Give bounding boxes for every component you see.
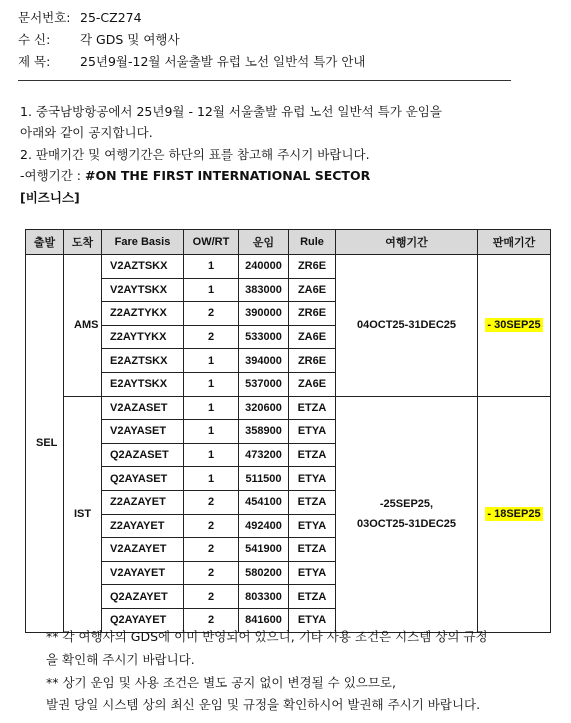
travel-period-cell [336,396,478,632]
rule-cell: ZR6E [289,302,336,326]
fare-cell: 580200 [239,561,289,585]
rule-cell: ETYA [289,467,336,491]
fare-basis-cell: Z2AYTYKX [102,325,184,349]
fare-basis-cell: V2AYASET [102,420,184,444]
fare-cell: 473200 [239,443,289,467]
fare-basis-cell: V2AZASET [102,396,184,420]
fare-cell: 541900 [239,538,289,562]
ow-rt-cell: 1 [184,255,239,279]
body-line-2: 아래와 같이 공지합니다. [20,125,153,140]
fare-basis-cell: V2AZAYET [102,538,184,562]
fare-cell: 803300 [239,585,289,609]
fare-basis-cell: E2AYTSKX [102,372,184,396]
fare-cell: 492400 [239,514,289,538]
col-header-fare-basis: Fare Basis [102,230,184,255]
travel-period-note: #ON THE FIRST INTERNATIONAL SECTOR [84,168,371,183]
fare-cell: 511500 [239,467,289,491]
travel-period-cell [336,255,478,397]
col-header-ow-rt: OW/RT [184,230,239,255]
ow-rt-cell: 2 [184,585,239,609]
rule-cell: ZA6E [289,278,336,302]
fare-basis-cell: V2AZTSKX [102,255,184,279]
ow-rt-cell: 2 [184,608,239,632]
ow-rt-cell: 1 [184,372,239,396]
ow-rt-cell: 1 [184,467,239,491]
footer-note-3: ** 상기 운임 및 사용 조건은 별도 공지 없이 변경될 수 있으므로, [46,675,396,690]
table-row [26,255,551,279]
rule-cell: ETZA [289,490,336,514]
fare-table [25,229,551,633]
rule-cell: ETZA [289,396,336,420]
table-row [26,396,551,420]
col-header-travel-period: 여행기간 [336,230,478,255]
rule-cell: ETYA [289,514,336,538]
footer-note-1: ** 각 여행사의 GDS에 이미 반영되어 있으니, 기타 사용 조건은 시스템 상의 규정 [46,629,488,644]
body-line-3: 2. 판매기간 및 여행기간은 하단의 표를 참고해 주시기 바랍니다. [20,147,370,162]
ow-rt-cell: 1 [184,443,239,467]
fare-cell: 358900 [239,420,289,444]
ow-rt-cell: 1 [184,349,239,373]
ow-rt-cell: 2 [184,325,239,349]
ow-rt-cell: 2 [184,490,239,514]
footer-note-4: 발권 당일 시스템 상의 최신 운임 및 규정을 확인하시어 발권해 주시기 바랍니다. [46,697,481,712]
fare-cell: 390000 [239,302,289,326]
fare-cell: 320600 [239,396,289,420]
doc-number-line [18,10,142,26]
footer-note-2: 을 확인해 주시기 바랍니다. [46,652,195,667]
body-line-1: 1. 중국남방항공에서 25년9월 - 12월 서울출발 유럽 노선 일반석 특가 운임을 [20,104,442,119]
rule-cell: ZR6E [289,255,336,279]
rule-cell: ZA6E [289,325,336,349]
destination-cell: IST [64,396,102,632]
recipient-label: 수 신: [18,32,51,47]
fare-cell: 533000 [239,325,289,349]
ow-rt-cell: 1 [184,278,239,302]
ow-rt-cell: 2 [184,538,239,562]
ow-rt-cell: 2 [184,514,239,538]
col-header-fare: 운임 [239,230,289,255]
col-header-rule: Rule [289,230,336,255]
ow-rt-cell: 1 [184,420,239,444]
ow-rt-cell: 2 [184,561,239,585]
rule-cell: ETZA [289,443,336,467]
ow-rt-cell: 2 [184,302,239,326]
fare-basis-cell: E2AZTSKX [102,349,184,373]
sales-period-highlight: - 18SEP25 [487,508,541,521]
fare-basis-cell: Q2AYASET [102,467,184,491]
subject-label: 제 목: [18,54,51,69]
fare-basis-cell: Z2AYAYET [102,514,184,538]
fare-cell: 394000 [239,349,289,373]
fare-cell: 454100 [239,490,289,514]
travel-period-prefix: -여행기간 : [20,168,85,183]
sales-period-cell [478,255,551,397]
subject: 25년9월-12월 서울출발 유럽 노선 일반석 특가 안내 [80,54,366,69]
fare-basis-cell: Z2AZAYET [102,490,184,514]
fare-basis-cell: V2AYAYET [102,561,184,585]
travel-period-text: -25SEP25, [379,498,434,511]
rule-cell: ETZA [289,585,336,609]
rule-cell: ETYA [289,608,336,632]
fare-cell: 383000 [239,278,289,302]
sales-period-highlight: - 30SEP25 [487,319,541,332]
destination-cell: AMS [64,255,102,397]
fare-cell: 841600 [239,608,289,632]
rule-cell: ZR6E [289,349,336,373]
ow-rt-cell: 1 [184,396,239,420]
recipient: 각 GDS 및 여행사 [80,32,180,47]
col-header-sales-period: 판매기간 [478,230,551,255]
travel-period-line [20,168,370,184]
rule-cell: ZA6E [289,372,336,396]
fare-basis-cell: V2AYTSKX [102,278,184,302]
subject-line [18,54,365,70]
fare-basis-cell: Q2AZASET [102,443,184,467]
rule-cell: ETZA [289,538,336,562]
fare-cell: 537000 [239,372,289,396]
col-header-destination: 도착 [64,230,102,255]
rule-cell: ETYA [289,420,336,444]
recipient-line [18,32,180,48]
doc-number-label: 문서번호: [18,10,71,25]
cabin-class-label: [비즈니스] [20,190,80,205]
travel-period-text: 03OCT25-31DEC25 [356,518,457,531]
fare-basis-cell: Q2AYAYET [102,608,184,632]
rule-cell: ETYA [289,561,336,585]
sales-period-cell [478,396,551,632]
travel-period-text: 04OCT25-31DEC25 [356,319,457,332]
origin-cell: SEL [26,255,64,633]
fare-cell: 240000 [239,255,289,279]
fare-basis-cell: Z2AZTYKX [102,302,184,326]
doc-number: 25-CZ274 [80,10,142,25]
fare-basis-cell: Q2AZAYET [102,585,184,609]
header-divider [18,80,511,81]
col-header-origin: 출발 [26,230,64,255]
table-header-row [26,230,551,255]
